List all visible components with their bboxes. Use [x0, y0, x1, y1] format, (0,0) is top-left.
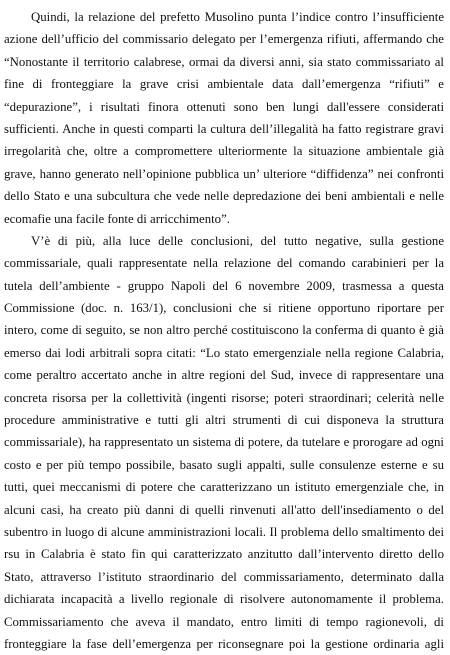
text-line: irregolarità che, oltre a compromettere ulteriormente la situazione ambientale già [4, 144, 444, 159]
text-line: dichiarata incapacità a livello regionale di risolvere autonomamente il problema. [4, 592, 444, 607]
text-line: tutela dell’ambiente - gruppo Napoli del 6 novembre 2009, trasmessa a questa [4, 278, 444, 293]
text-line: Stato, attraverso l’istituto straordinario del commissariamento, determinato dalla [4, 569, 444, 584]
text-line: costo e per più tempo possibile, basato sugli appalti, sulle consulenze esterne e su [4, 457, 444, 472]
text-line: commissariale), ha rappresentato un sistema di potere, da tutelare e prorogare ad ogni [4, 435, 444, 450]
text-line: sufficienti. Anche in questi comparti la cultura dell’illegalità ha fatto registrare gravi [4, 121, 444, 136]
text-line: subentro in luogo di alcune amministrazioni locali. Il problema dello smaltimento dei [4, 524, 444, 539]
text-line: concreta risorsa per la collettività (ingenti risorse; poteri straordinari; celerità nelle [4, 390, 444, 405]
text-line: come peraltro accertato anche in altre regioni del Sud, invece di rappresentare una [4, 368, 444, 383]
text-line: intero, come di seguito, se non altro perché costituiscono la conferma di quanto è già [4, 323, 444, 338]
text-line: “depurazione”, i risultati finora ottenuti sono ben lungi dall'essere considerati [4, 99, 444, 114]
text-line: “Nonostante il territorio calabrese, ormai da diversi anni, sia stato commissariato al [4, 54, 444, 69]
text-line: commissariale, quali rappresentate nella relazione del comando carabinieri per la [4, 256, 444, 271]
text-line: Commissione (doc. n. 163/1), conclusioni che si ritiene opportuno riportare per [4, 301, 444, 316]
text-line: azione dell’ufficio del commissario delegato per l’emergenza rifiuti, affermando che [4, 32, 444, 47]
text-line: ecomafie una facile fonte di arricchimento”. [4, 211, 230, 226]
text-line: dello Stato e una subcultura che vede nelle depredazione dei beni ambientali e nelle [4, 189, 444, 204]
paragraph-prefetto-musolino [4, 6, 444, 230]
text-line: grave, hanno generato nell’opinione pubblica un’ ulteriore “diffidenza” nei confronti [4, 166, 444, 181]
text-line: rsu in Calabria è stato fin qui caratterizzato anzitutto dall’intervento diretto dello [4, 547, 444, 562]
text-line: tutti, quei meccanismi di potere che caratterizzano un istituto emergenziale che, in [4, 480, 444, 495]
paragraph-gestione-commissariale [4, 230, 444, 655]
text-line: emerso dai lodi arbitrali sopra citati: “Lo stato emergenziale nella regione Calabria, [4, 345, 444, 360]
text-line: Quindi, la relazione del prefetto Musolino punta l’indice contro l’insufficiente [31, 10, 444, 24]
text-line: procedure amministrative e tutti gli altri strumenti di cui disponeva la struttura [4, 413, 444, 428]
text-line: fronteggiare la fase dell’emergenza per riconsegnare poi la gestione ordinaria agli [4, 636, 444, 651]
text-line: V’è di più, alla luce delle conclusioni, del tutto negative, sulla gestione [31, 233, 444, 248]
text-line: fine di fronteggiare la grave crisi ambientale data dall’emergenza “rifiuti” e [4, 77, 444, 92]
document-body [4, 6, 444, 655]
text-line: alcuni casi, ha creato più danni di quelli rinvenuti all'atto dell'insediamento o del [4, 502, 444, 517]
text-line: Commissariamento che aveva il mandato, entro limiti di tempo ragionevoli, di [4, 614, 444, 629]
